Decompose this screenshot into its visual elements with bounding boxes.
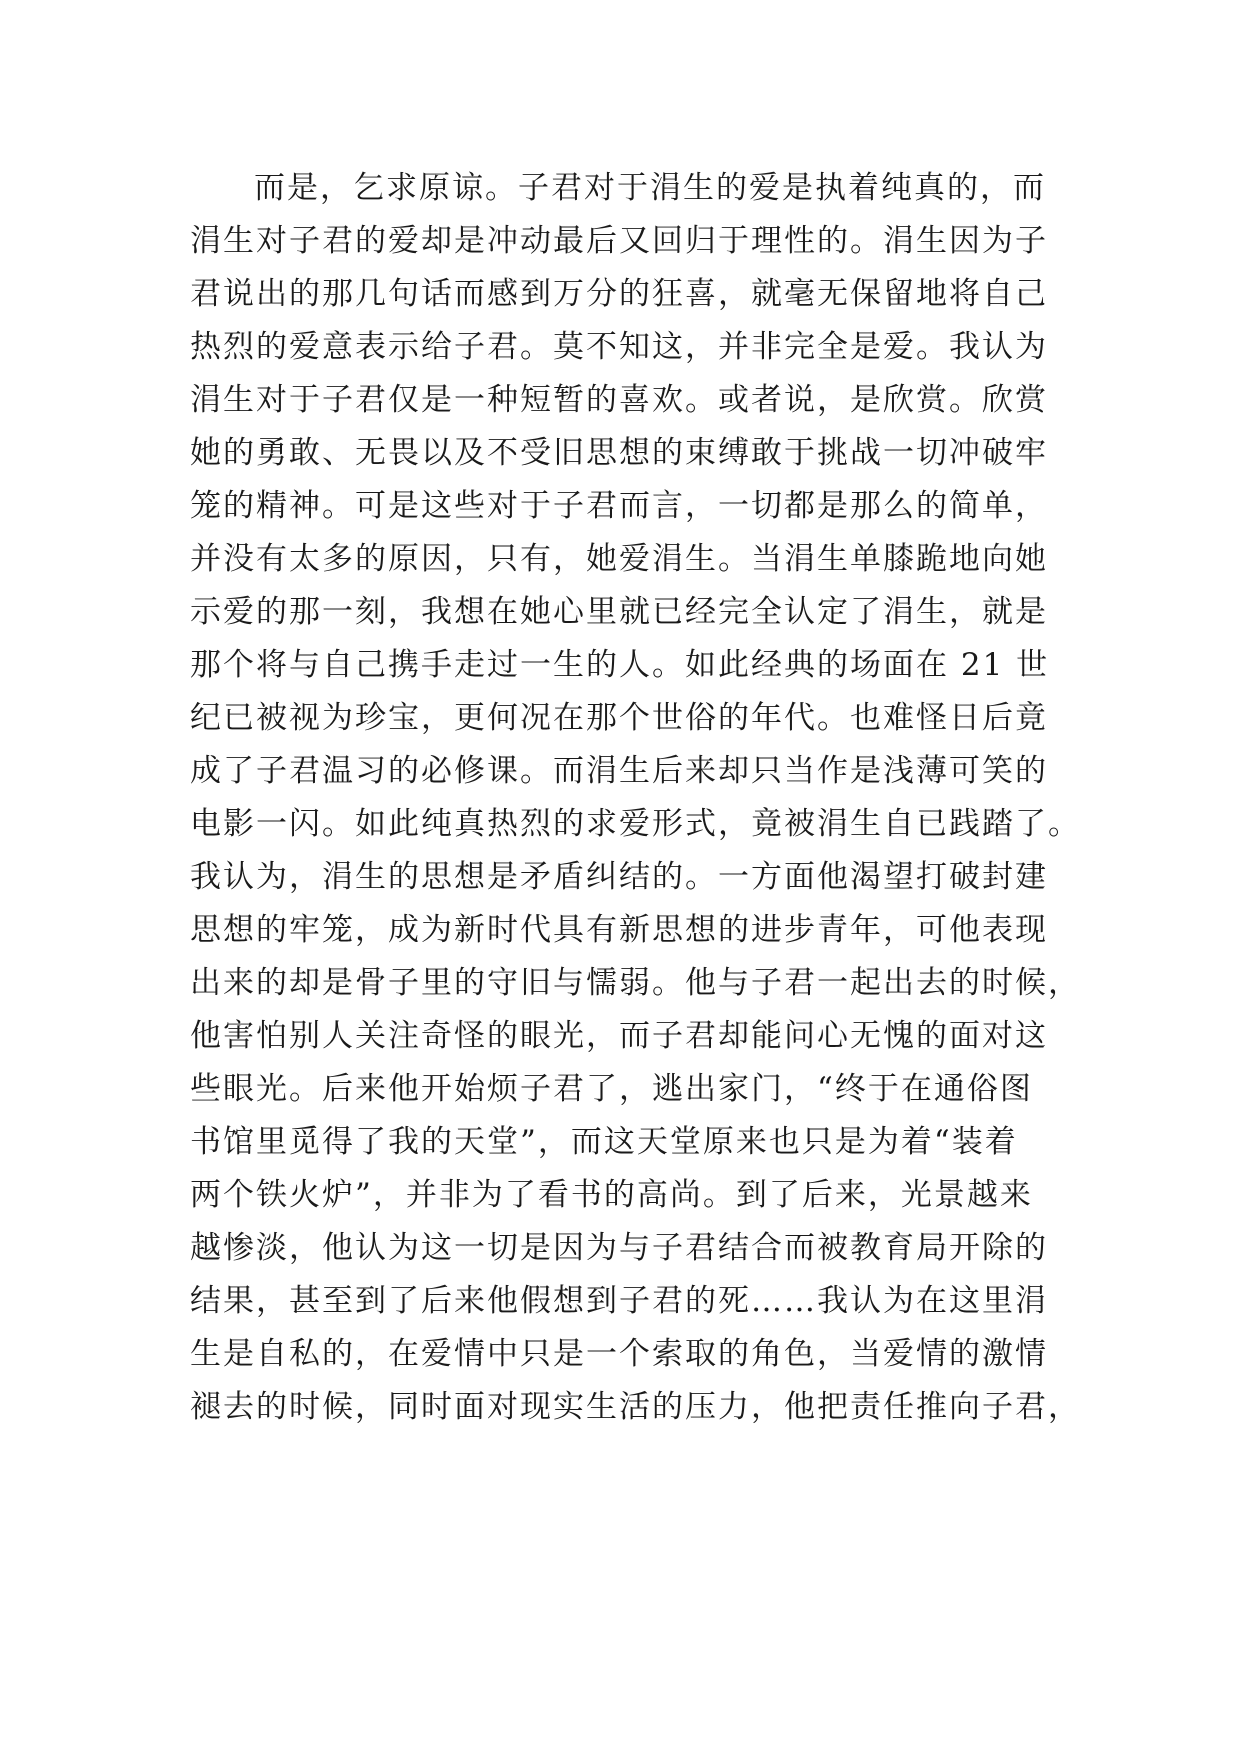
text-line: 君说出的那几句话而感到万分的狂喜，就毫无保留地将自己: [190, 276, 1048, 312]
text-line: 书馆里觅得了我的天堂”，而这天堂原来也只是为着“装着: [190, 1124, 1018, 1160]
text-line: 我认为，涓生的思想是矛盾纠结的。一方面他渴望打破封建: [190, 859, 1048, 895]
text-line: 些眼光。后来他开始烦子君了，逃出家门，“终于在通俗图: [190, 1071, 1033, 1107]
text-line: 涓生对子君的爱却是冲动最后又回归于理性的。涓生因为子: [190, 223, 1048, 259]
text-line: 出来的却是骨子里的守旧与懦弱。他与子君一起出去的时候，: [190, 965, 1081, 1001]
text-line: 笼的精神。可是这些对于子君而言，一切都是那么的简单，: [190, 488, 1048, 524]
text-line: 成了子君温习的必修课。而涓生后来却只当作是浅薄可笑的: [190, 753, 1048, 789]
text-line: 两个铁火炉”，并非为了看书的高尚。到了后来，光景越来: [190, 1177, 1033, 1213]
text-line: 热烈的爱意表示给子君。莫不知这，并非完全是爱。我认为: [190, 329, 1048, 365]
text-line: 那个将与自己携手走过一生的人。如此经典的场面在 21 世: [190, 647, 1050, 683]
text-line: 结果，甚至到了后来他假想到子君的死……我认为在这里涓: [190, 1283, 1048, 1319]
text-line: 示爱的那一刻，我想在她心里就已经完全认定了涓生，就是: [190, 594, 1048, 630]
text-line: 他害怕别人关注奇怪的眼光，而子君却能问心无愧的面对这: [190, 1018, 1048, 1054]
text-line: 纪已被视为珍宝，更何况在那个世俗的年代。也难怪日后竟: [190, 700, 1048, 736]
text-line: 思想的牢笼，成为新时代具有新思想的进步青年，可他表现: [190, 912, 1048, 948]
text-line: 并没有太多的原因，只有，她爱涓生。当涓生单膝跪地向她: [190, 541, 1048, 577]
text-line: 电影一闪。如此纯真热烈的求爱形式，竟被涓生自已践踏了。: [190, 806, 1081, 842]
text-line: 而是，乞求原谅。子君对于涓生的爱是执着纯真的，而: [254, 170, 1046, 206]
text-line: 她的勇敢、无畏以及不受旧思想的束缚敢于挑战一切冲破牢: [190, 435, 1048, 471]
text-line: 褪去的时候，同时面对现实生活的压力，他把责任推向子君，: [190, 1389, 1081, 1425]
text-line: 生是自私的，在爱情中只是一个索取的角色，当爱情的激情: [190, 1336, 1048, 1372]
text-line: 越惨淡，他认为这一切是因为与子君结合而被教育局开除的: [190, 1230, 1048, 1266]
text-line: 涓生对于子君仅是一种短暂的喜欢。或者说，是欣赏。欣赏: [190, 382, 1048, 418]
body-text: [190, 162, 1081, 1434]
